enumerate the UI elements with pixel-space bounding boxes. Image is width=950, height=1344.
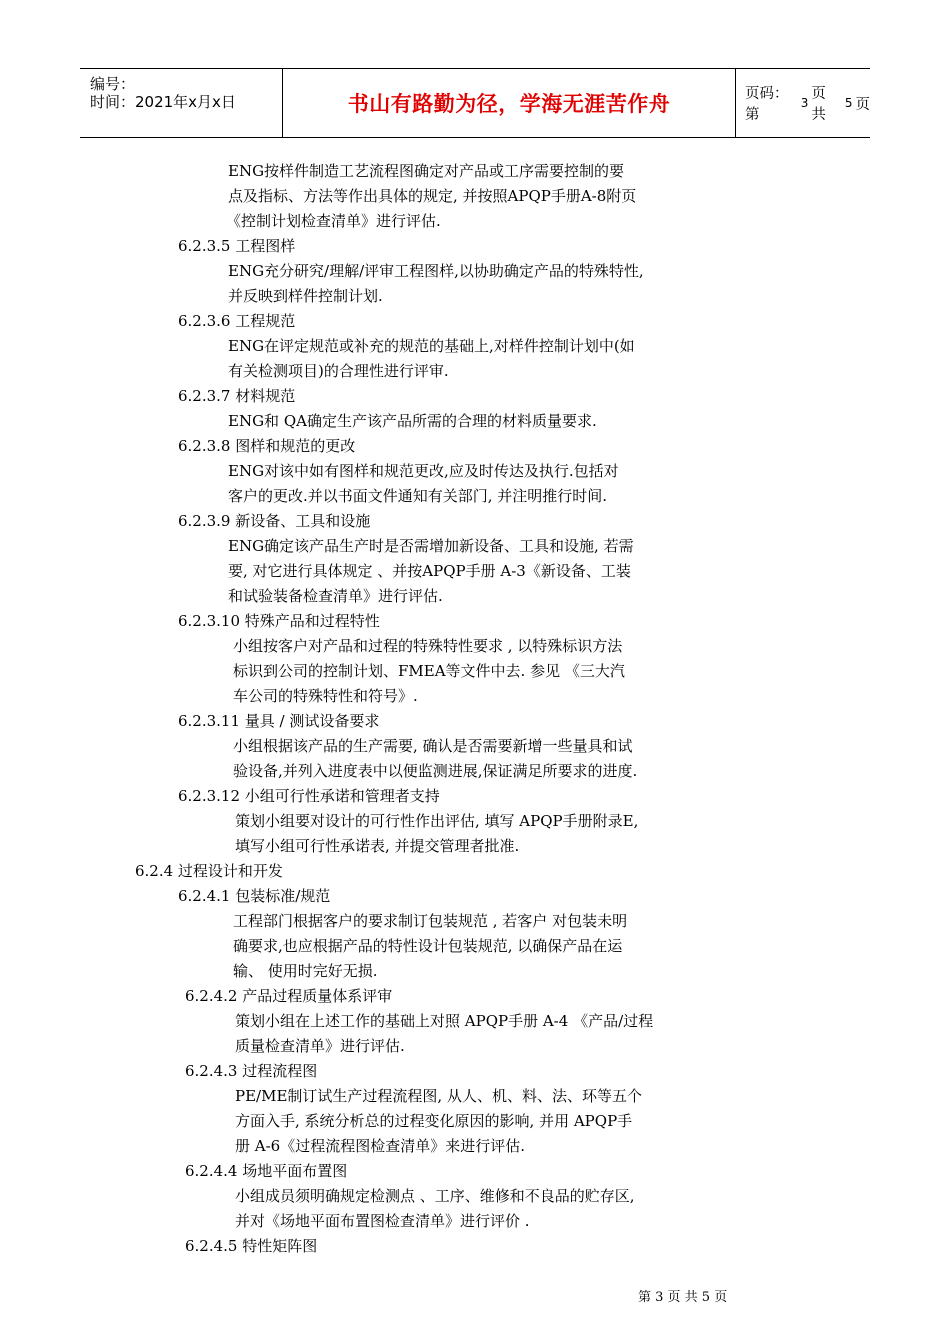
section-heading: 6.2.3.10 特殊产品和过程特性 (178, 612, 380, 630)
section-heading: 6.2.3.11 量具 / 测试设备要求 (178, 712, 380, 730)
body-text-line: 输、 使用时完好无损. (233, 962, 378, 980)
body-text-line: 小组成员须明确规定检测点 、工序、维修和不良品的贮存区, (235, 1187, 635, 1205)
section-heading: 6.2.4 过程设计和开发 (135, 862, 283, 880)
section-heading: 6.2.3.9 新设备、工具和设施 (178, 512, 371, 530)
body-text-line: ENG确定该产品生产时是否需增加新设备、工具和设施, 若需 (228, 537, 634, 555)
body-text-line: 点及指标、方法等作出具体的规定, 并按照APQP手册A-8附页 (228, 187, 637, 205)
body-text-line: ENG和 QA确定生产该产品所需的合理的材料质量要求. (228, 412, 597, 430)
page-suffix: 页 (855, 96, 870, 113)
section-heading: 6.2.4.5 特性矩阵图 (185, 1237, 318, 1255)
section-heading: 6.2.3.5 工程图样 (178, 237, 296, 255)
body-text-line: 质量检查清单》进行评估. (235, 1037, 405, 1055)
section-heading: 6.2.3.6 工程规范 (178, 312, 296, 330)
body-text-line: 策划小组要对设计的可行性作出评估, 填写 APQP手册附录E, (235, 812, 639, 830)
section-heading: 6.2.4.4 场地平面布置图 (185, 1162, 348, 1180)
page-current: 3 (800, 96, 809, 110)
header-motto-cell (283, 69, 736, 137)
body-text-line: PE/ME制订试生产过程流程图, 从人、机、料、法、环等五个 (235, 1087, 642, 1105)
body-text-line: 标识到公司的控制计划、FMEA等文件中去. 参见 《三大汽 (233, 662, 625, 680)
motto-text: 书山有路勤为径，学海无涯苦作舟 (347, 92, 671, 116)
body-text-line: 客户的更改.并以书面文件通知有关部门, 并注明推行时间. (228, 487, 608, 505)
document-time-label: 时间：2021年x月x日 (90, 93, 236, 111)
page-mid: 页 共 (811, 86, 826, 123)
page-prefix: 页码：第 (745, 86, 789, 123)
header-info-cell (80, 69, 283, 137)
section-heading: 6.2.4.1 包装标准/规范 (178, 887, 331, 905)
body-text-line: 并对《场地平面布置图检查清单》进行评价 . (235, 1212, 530, 1230)
body-text-line: 册 A-6《过程流程图检查清单》来进行评估. (235, 1137, 525, 1155)
body-text-line: ENG充分研究/理解/评审工程图样,以协助确定产品的特殊特性, (228, 262, 644, 280)
body-text-line: 验设备,并列入进度表中以便监测进展,保证满足所要求的进度. (233, 762, 638, 780)
section-heading: 6.2.3.12 小组可行性承诺和管理者支持 (178, 787, 440, 805)
body-text-line: ENG按样件制造工艺流程图确定对产品或工序需要控制的要 (228, 162, 625, 180)
body-text-line: 有关检测项目)的合理性进行评审. (228, 362, 449, 380)
body-text-line: 《控制计划检查清单》进行评估. (226, 212, 441, 230)
body-text-line: 并反映到样件控制计划. (228, 287, 383, 305)
body-text-line: 方面入手, 系统分析总的过程变化原因的影响, 并用 APQP手 (235, 1112, 633, 1130)
document-number-label: 编号： (90, 75, 136, 93)
section-heading: 6.2.4.3 过程流程图 (185, 1062, 318, 1080)
body-text-line: 策划小组在上述工作的基础上对照 APQP手册 A-4 《产品/过程 (235, 1012, 654, 1030)
body-text-line: ENG在评定规范或补充的规范的基础上,对样件控制计划中(如 (228, 337, 635, 355)
body-text-line: 填写小组可行性承诺表, 并提交管理者批准. (235, 837, 520, 855)
body-text-line: 要, 对它进行具体规定 、并按APQP手册 A-3《新设备、工装 (228, 562, 631, 580)
page-total: 5 (844, 96, 853, 110)
section-heading: 6.2.3.7 材料规范 (178, 387, 296, 405)
body-text-line: 确要求,也应根据产品的特性设计包装规范, 以确保产品在运 (233, 937, 623, 955)
section-heading: 6.2.3.8 图样和规范的更改 (178, 437, 356, 455)
page-header (80, 68, 870, 138)
body-text-line: 和试验装备检查清单》进行评估. (228, 587, 443, 605)
body-text-line: 小组按客户对产品和过程的特殊特性要求 , 以特殊标识方法 (233, 637, 623, 655)
header-page-cell (736, 69, 870, 137)
section-heading: 6.2.4.2 产品过程质量体系评审 (185, 987, 393, 1005)
body-text-line: ENG对该中如有图样和规范更改,应及时传达及执行.包括对 (228, 462, 619, 480)
page-footer: 第 3 页 共 5 页 (638, 1290, 728, 1305)
body-text-line: 工程部门根据客户的要求制订包装规范 , 若客户 对包装未明 (233, 912, 628, 930)
body-text-line: 车公司的特殊特性和符号》. (233, 687, 418, 705)
body-text-line: 小组根据该产品的生产需要, 确认是否需要新增一些量具和试 (233, 737, 633, 755)
